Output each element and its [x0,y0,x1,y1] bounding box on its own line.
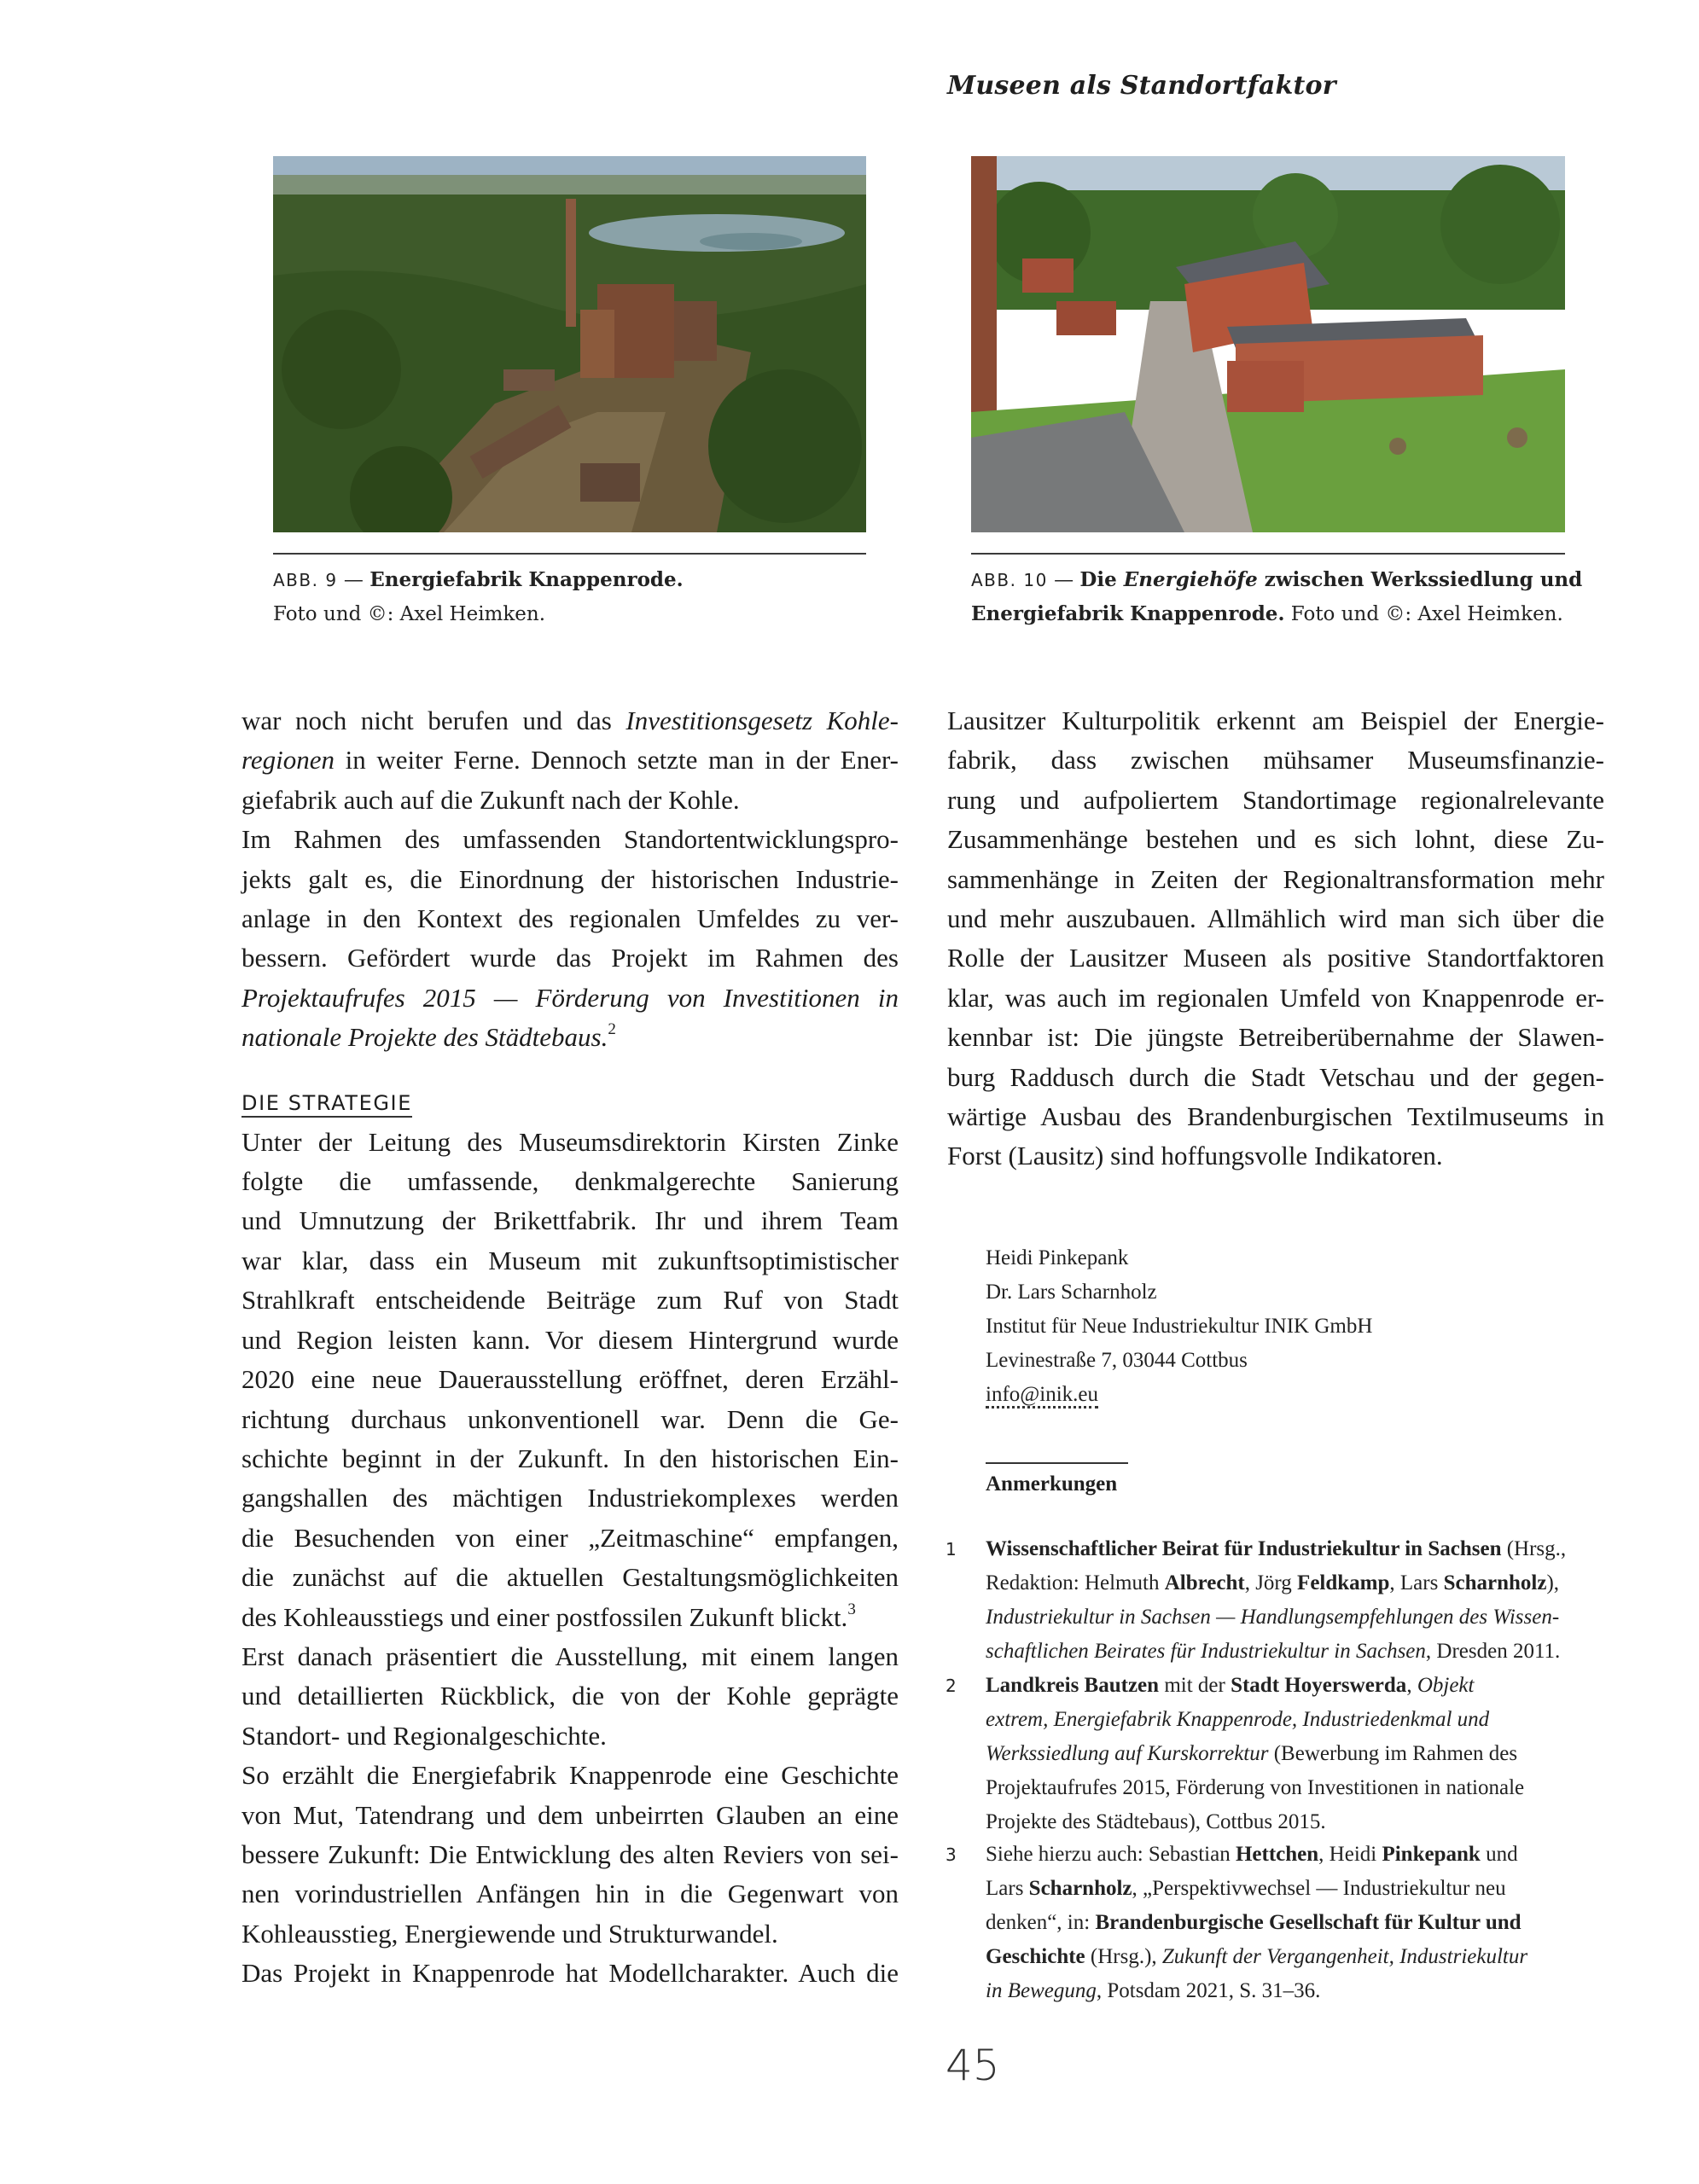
institute-name: Institut für Neue Industriekultur INIK GmbH [986,1315,1373,1338]
text: war noch nicht berufen und das [241,706,626,735]
text: und Region leisten kann. Vor diesem Hintergrund wurde [241,1324,899,1355]
text: Projektaufrufes 2015, Förderung von Investitionen in nationale [986,1776,1525,1799]
paragraph [947,701,1604,1176]
program-title: Projektaufrufes 2015 — Förderung von Investitionen in [241,982,899,1013]
text: und Umnutzung der Brikettfabrik. Ihr und ihrem Team [241,1205,899,1236]
text: richtung durchaus unkonventionell war. Denn die Ge- [241,1403,899,1434]
text: denken“, in: [986,1911,1096,1934]
paragraph [241,1756,899,1954]
figure-label: ABB. 9 [273,570,338,590]
text: 2020 eine neue Dauerausstellung eröffnet, deren Erzähl- [241,1364,899,1395]
law-title: Investitionsgesetz Kohle- [625,706,899,735]
figure-10-caption [971,563,1586,631]
figure-10-photo [971,156,1565,532]
figure-label: ABB. 10 [971,570,1048,590]
text: kennbar ist: Die jüngste Betreiberübernahme der Slawen- [947,1022,1604,1053]
text: Redaktion: Helmuth [986,1571,1165,1594]
text: Zusammenhänge bestehen und es sich lohnt, diese Zu- [947,824,1604,855]
body-column-left [241,701,899,1994]
footnote-ref-2[interactable]: 2 [608,1020,616,1039]
footnote-number: 1 [946,1539,957,1560]
caption-rule [273,553,866,555]
text: , Dresden 2011. [1425,1640,1561,1663]
text: Werkssiedlung auf Kurskorrektur [986,1742,1269,1765]
text: Siehe hierzu auch: Sebastian [986,1843,1236,1866]
footnote-number: 2 [946,1676,957,1696]
text: bessern. Gefördert wurde das Projekt im Rahmen des [241,943,899,973]
text: gangshallen des mächtigen Industriekomplexes werden [241,1483,899,1513]
text: , „Perspektivwechsel — Industriekultur neu [1132,1877,1506,1900]
text: sammenhänge in Zeiten der Regionaltransformation mehr [947,863,1604,894]
section-heading: DIE STRATEGIE [241,1090,412,1118]
text: Albrecht [1164,1571,1245,1594]
text: mit der [1159,1674,1231,1697]
text: Strahlkraft entscheidende Beiträge zum Ruf von Stadt [241,1285,899,1316]
paragraph [241,701,899,820]
paragraph [241,820,899,1057]
running-head: Museen als Standortfaktor [947,71,1336,101]
text: (Hrsg.), [1085,1945,1162,1968]
text: , Lars [1389,1571,1444,1594]
caption-rule [971,553,1565,555]
text: die Besuchenden von einer „Zeitmaschine“ empfangen, [241,1522,899,1553]
caption-dash: — [343,569,364,591]
text: schaftlichen Beirates für Industriekultur in Sachsen [986,1640,1426,1663]
text: Das Projekt in Knappenrode hat Modellcharakter. Auch die [241,1958,899,1989]
text: Rolle der Lausitzer Museen als positive Standortfaktoren [947,943,1604,973]
text: extrem, Energiefabrik Knappenrode, Industriedenkmal und [986,1708,1490,1731]
text: Industriekultur in Sachsen — Handlungsempfehlungen des Wissen- [986,1606,1560,1629]
text: Lars [986,1877,1029,1900]
text: Pinkepank [1382,1843,1481,1866]
email-link[interactable]: info@inik.eu [986,1383,1098,1409]
author-name: Heidi Pinkepank [986,1246,1129,1269]
text: Stadt Hoyerswerda [1231,1674,1407,1697]
figure-title-part: Energiefabrik Knappenrode. [971,602,1285,625]
footnote-number: 3 [946,1844,957,1865]
law-title: regionen [241,745,335,775]
text: wärtige Ausbau des Brandenburgischen Textilmuseums in [947,1101,1604,1132]
figure-credit: Foto und ©: Axel Heimken. [1290,603,1563,625]
caption-dash: — [1054,569,1074,591]
text: Kohleausstieg, Energiewende und Strukturwandel. [241,1918,778,1949]
text: rung und aufpoliertem Standortimage regionalrelevante [947,784,1604,815]
text: (Hrsg., [1501,1537,1567,1560]
page-number: 45 [946,2041,1000,2090]
text: So erzählt die Energiefabrik Knappenrode eine Geschichte [241,1760,899,1791]
text: Brandenburgische Gesellschaft für Kultur und [1095,1911,1522,1934]
text: Unter der Leitung des Museumsdirektorin Kirsten Zinke [241,1126,899,1157]
text: Lausitzer Kulturpolitik erkennt am Beispiel der Energie- [947,706,1604,735]
text: jekts galt es, die Einordnung der historischen Industrie- [241,863,899,894]
text: des Kohleausstiegs und einer postfossilen Zukunft blickt. [241,1601,848,1632]
text: Wissenschaftlicher Beirat für Industriekultur in Sachsen [986,1537,1502,1560]
paragraph [241,1123,899,1637]
paragraph [241,1954,899,1993]
notes-rule [986,1462,1128,1464]
text: Hettchen [1235,1843,1319,1866]
program-title: nationale Projekte des Städtebaus. [241,1022,608,1053]
figure-title-part: Die [1079,568,1124,591]
text: und mehr auszubauen. Allmählich wird man sich über die [947,903,1604,934]
paragraph [241,1637,899,1756]
text: von Mut, Tatendrang und dem unbeirrten Glauben an eine [241,1799,899,1830]
text: fabrik, dass zwischen mühsamer Museumsfinanzie- [947,745,1604,775]
text: giefabrik auch auf die Zukunft nach der Kohle. [241,784,740,815]
footnote-ref-3[interactable]: 3 [847,1600,856,1618]
text: die zunächst auf die aktuellen Gestaltungsmöglichkeiten [241,1562,899,1593]
text: nen vorindustriellen Anfängen hin in die Gegenwart von [241,1879,899,1909]
text: bessere Zukunft: Die Entwicklung des alten Reviers von sei- [241,1838,899,1869]
text: Scharnholz [1028,1877,1132,1900]
text: Geschichte [986,1945,1085,1968]
figure-title-part: zwischen Werkssiedlung und [1257,568,1583,591]
text: Feldkamp [1297,1571,1390,1594]
text: (Bewerbung im Rahmen des [1268,1742,1518,1765]
text: Standort- und Regionalgeschichte. [241,1720,607,1751]
text: und detaillierten Rückblick, die von der Kohle geprägte [241,1681,899,1711]
body-column-right [947,701,1604,1176]
notes-heading: Anmerkungen [986,1472,1118,1496]
street-address: Levinestraße 7, 03044 Cottbus [986,1349,1248,1372]
text: Erst danach präsentiert die Ausstellung, mit einem langen [241,1641,899,1671]
figure-9-photo [273,156,866,532]
text: , Potsdam 2021, S. 31–36. [1096,1979,1321,2002]
text: , Jörg [1244,1571,1298,1594]
text: folgte die umfassende, denkmalgerechte Sanierung [241,1166,899,1197]
text: Landkreis Bautzen [986,1674,1160,1697]
figure-title: Energiefabrik Knappenrode. [369,568,684,591]
text: Forst (Lausitz) sind hoffungsvolle Indikatoren. [947,1141,1443,1171]
text: , Heidi [1318,1843,1382,1866]
figure-9-caption [273,563,870,631]
text: schichte beginnt in der Zukunft. In den historischen Ein- [241,1443,899,1473]
figure-title-emphasis: Energiehöfe [1123,568,1258,591]
author-address [986,1241,1372,1412]
figure-credit: Foto und ©: Axel Heimken. [273,603,546,625]
text: Scharnholz [1443,1571,1547,1594]
text: klar, was auch im regionalen Umfeld von Knappenrode er- [947,982,1604,1013]
text: Zukunft der Vergangenheit, Industriekultur [1161,1945,1528,1968]
text: ), [1546,1571,1560,1594]
author-name: Dr. Lars Scharnholz [986,1281,1157,1304]
text: Projekte des Städtebaus), Cottbus 2015. [986,1810,1326,1833]
text: war klar, dass ein Museum mit zukunftsoptimistischer [241,1245,899,1275]
text: Im Rahmen des umfassenden Standortentwicklungspro- [241,824,899,855]
text: , [1406,1674,1417,1697]
text: in Bewegung [986,1979,1097,2002]
text: Objekt [1417,1674,1475,1697]
text: und [1480,1843,1518,1866]
text: anlage in den Kontext des regionalen Umfeldes zu ver- [241,903,899,934]
text: burg Raddusch durch die Stadt Vetschau und der gegen- [947,1061,1604,1092]
text: in weiter Ferne. Dennoch setzte man in der Ener- [335,745,899,775]
